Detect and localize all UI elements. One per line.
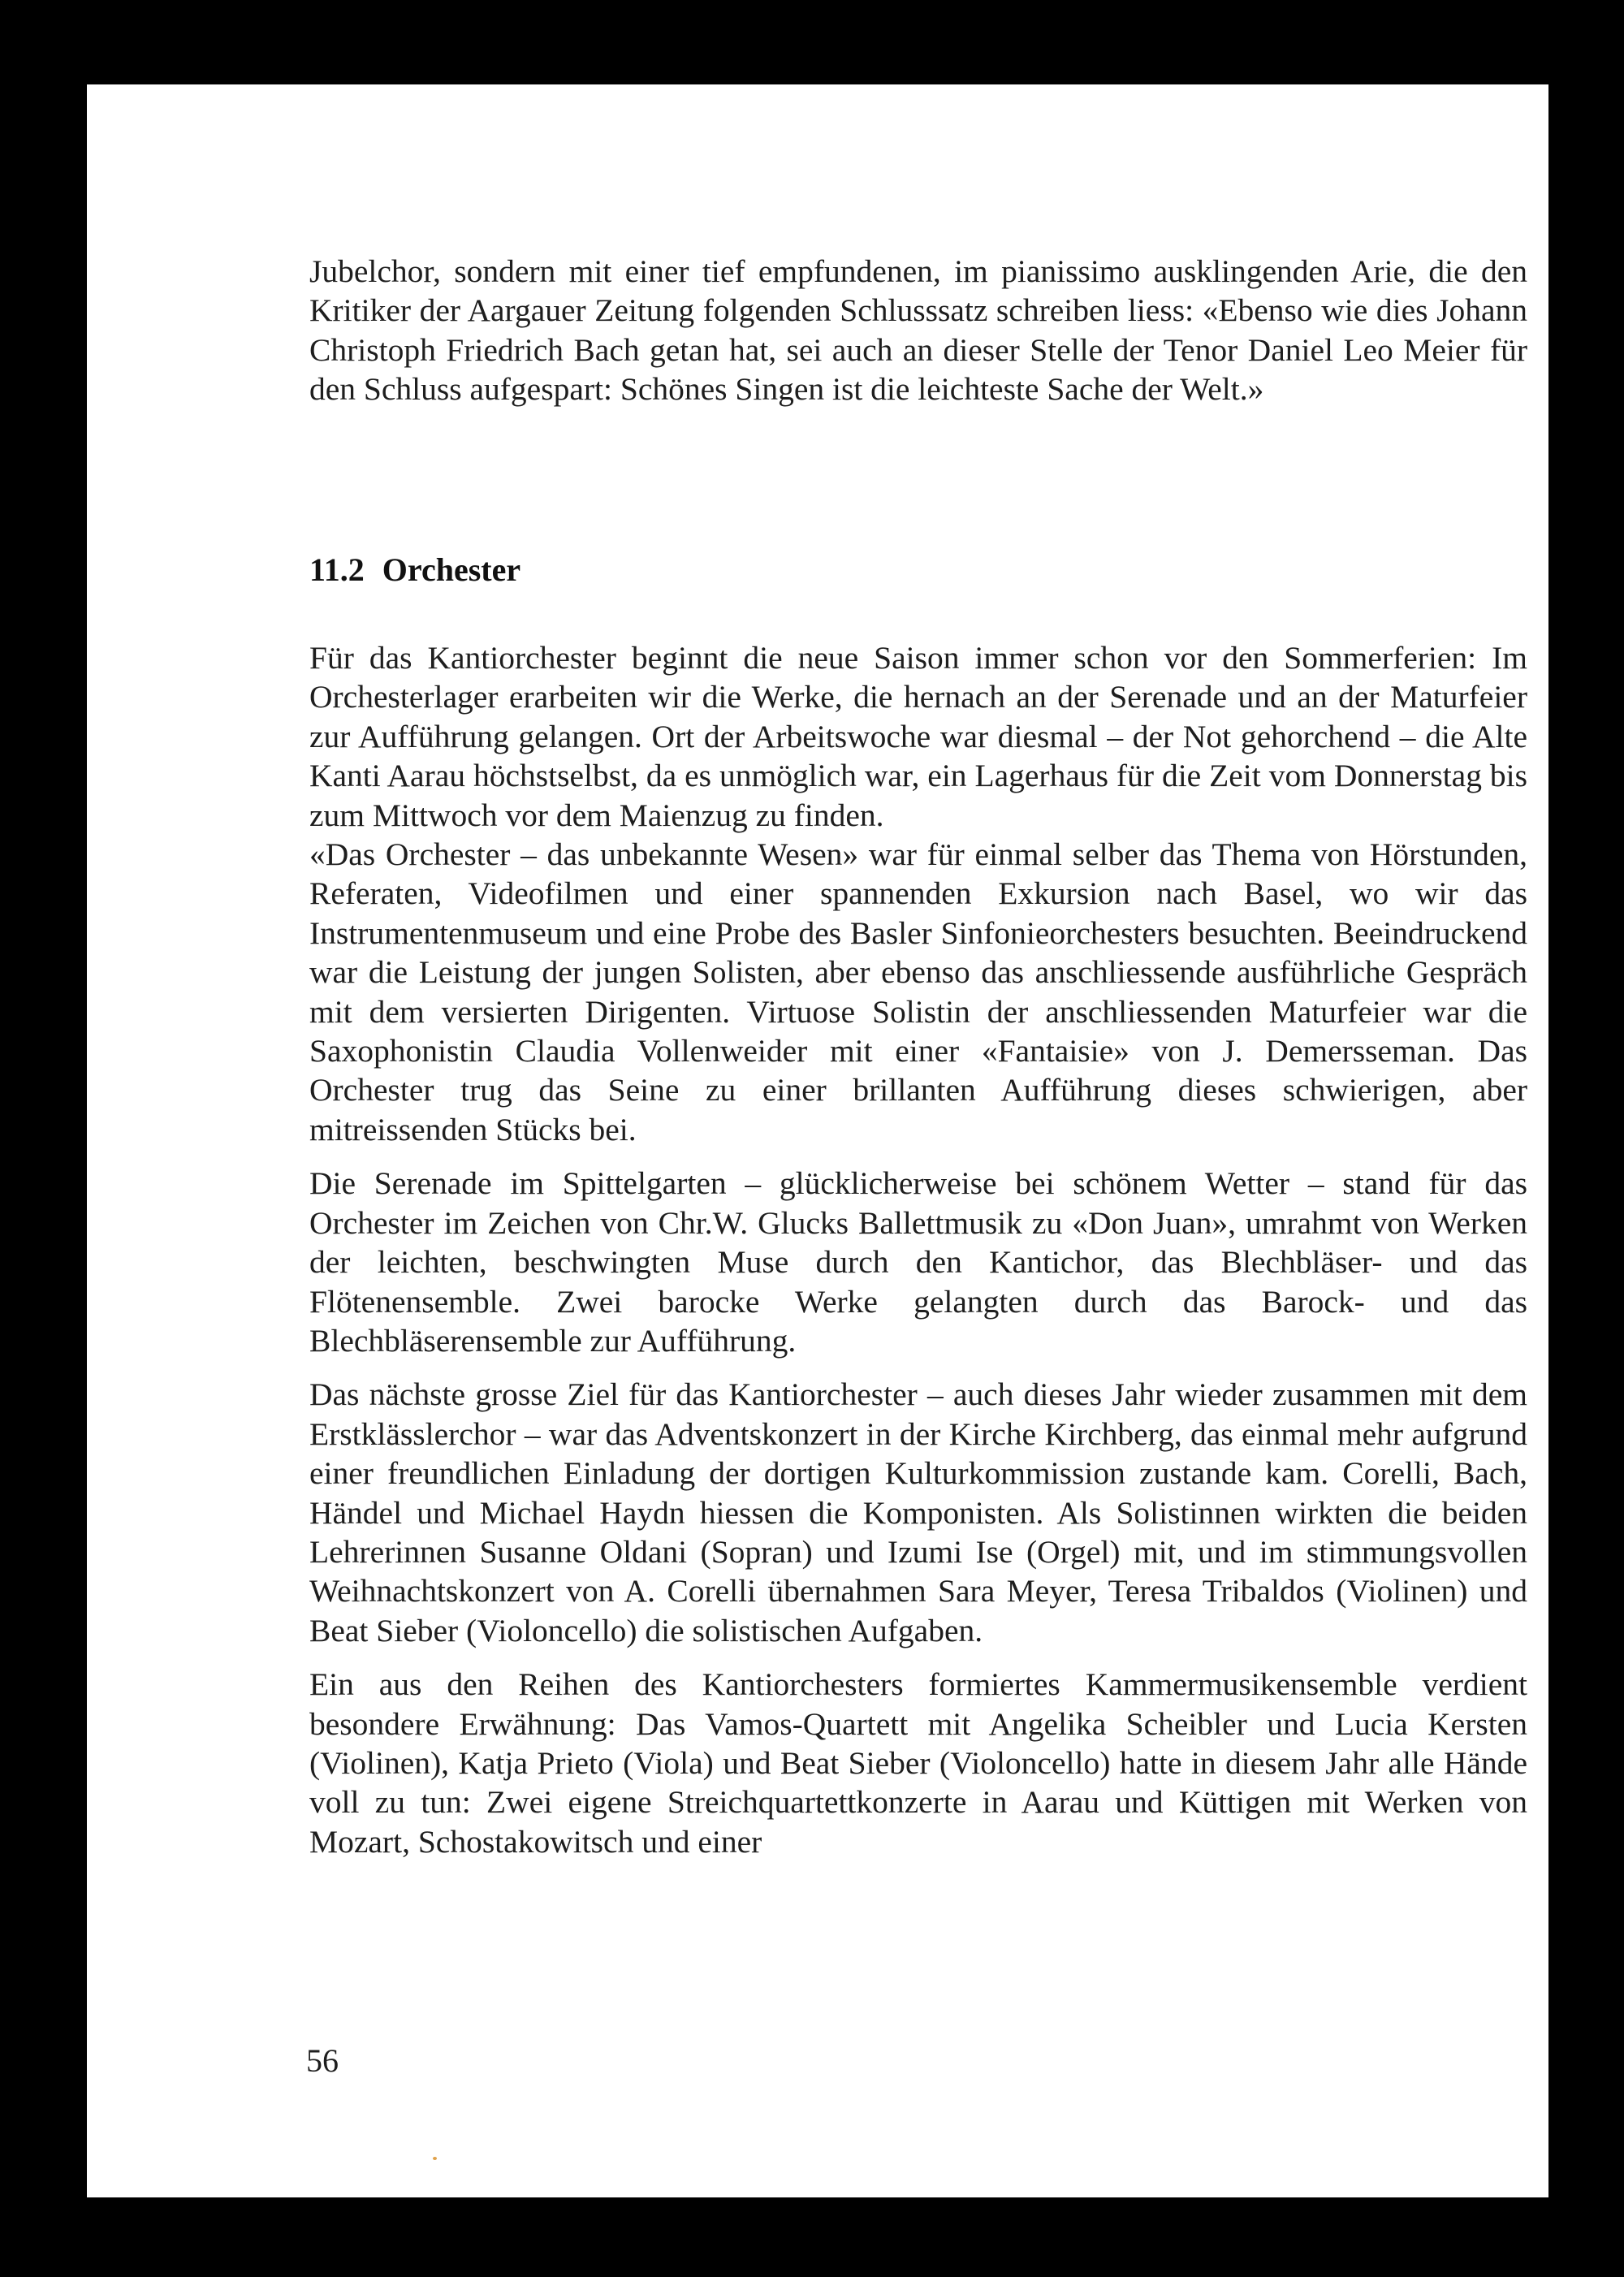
page-number: 56 bbox=[306, 2042, 339, 2079]
section-body bbox=[309, 638, 1527, 1861]
paragraph-vamos-quartett: Ein aus den Reihen des Kantiorchesters formiertes Kammermusikensemble verdient besondere Erwähnung: Das Vamos-Quartett mit Angelika Scheibler und Lucia Kersten (Violinen), Katja Prieto (Viola) und Beat Sieber (Violoncello) hatte in diesem Jahr alle Hände voll zu tun: Zwei eigene Streichquartettkonzerte in Aarau und Küttigen mit Werken von Mozart, Schostakowitsch und einer bbox=[309, 1666, 1527, 1860]
scanned-page bbox=[87, 84, 1548, 2197]
paragraph-orchesterlager: Für das Kantiorchester beginnt die neue Saison immer schon vor den Sommerferien: Im Orchesterlager erarbeiten wir die Werke, die hernach an der Serenade und an der Maturfeier zur Aufführung gelangen. Ort der Arbeitswoche war diesmal – der Not gehorchend – die Alte Kanti Aarau höchstselbst, da es unmöglich war, ein Lagerhaus für die Zeit vom Donnerstag bis zum Mittwoch vor dem Maienzug zu finden. bbox=[309, 640, 1527, 833]
section-title: Orchester bbox=[382, 551, 521, 588]
paragraph-serenade: Die Serenade im Spittelgarten – glücklicherweise bei schönem Wetter – stand für das Orchester im Zeichen von Chr.W. Glucks Ballettmusik zu «Don Juan», umrahmt von Werken der leichten, beschwingten Muse durch den Kantichor, das Blechbläser- und das Flötenensemble. Zwei barocke Werke gelangten durch das Barock- und das Blechbläserensemble zur Aufführung. bbox=[309, 1165, 1527, 1359]
scan-speck bbox=[433, 2157, 437, 2160]
section-heading bbox=[309, 551, 520, 589]
paragraph-adventskonzert: Das nächste grosse Ziel für das Kantiorchester – auch dieses Jahr wieder zusammen mit dem Erstklässlerchor – war das Adventskonzert in der Kirche Kirchberg, das einmal mehr aufgrund einer freundlichen Einladung der dortigen Kulturkommission zustande kam. Corelli, Bach, Händel und Michael Haydn hiessen die Komponisten. Als Solistinnen wirkten die beiden Lehrerinnen Susanne Oldani (Sopran) und Izumi Ise (Orgel) mit, und im stimmungsvollen Weihnachtskonzert von A. Corelli übernahmen Sara Meyer, Teresa Tribaldos (Violinen) und Beat Sieber (Violoncello) die solistischen Aufgaben. bbox=[309, 1376, 1527, 1648]
section-number: 11.2 bbox=[309, 551, 365, 588]
opening-paragraph: Jubelchor, sondern mit einer tief empfundenen, im pianissimo ausklingenden Arie, die den Kritiker der Aargauer Zeitung folgenden Schlusssatz schreiben liess: «Ebenso wie dies Johann Christoph Friedrich Bach getan hat, sei auch an dieser Stelle der Tenor Daniel Leo Meier für den Schluss aufgespart: Schönes Singen ist die leichteste Sache der Welt.» bbox=[309, 253, 1527, 408]
page-body-top bbox=[309, 252, 1527, 409]
paragraph-unbekanntes-wesen: «Das Orchester – das unbekannte Wesen» war für einmal selber das Thema von Hörstunden, Referaten, Videofilmen und einer spannenden Exkursion nach Basel, wo wir das Instrumentenmuseum und eine Probe des Basler Sinfonieorchesters besuchten. Beeindruckend war die Leistung der jungen Solisten, aber ebenso das anschliessende ausführliche Gespräch mit dem versierten Dirigenten. Virtuose Solistin der anschliessenden Maturfeier war die Saxophonistin Claudia Vollenweider mit einer «Fantaisie» von J. Demersseman. Das Orchester trug das Seine zu einer brillanten Aufführung dieses schwierigen, aber mitreissenden Stücks bei. bbox=[309, 836, 1527, 1147]
